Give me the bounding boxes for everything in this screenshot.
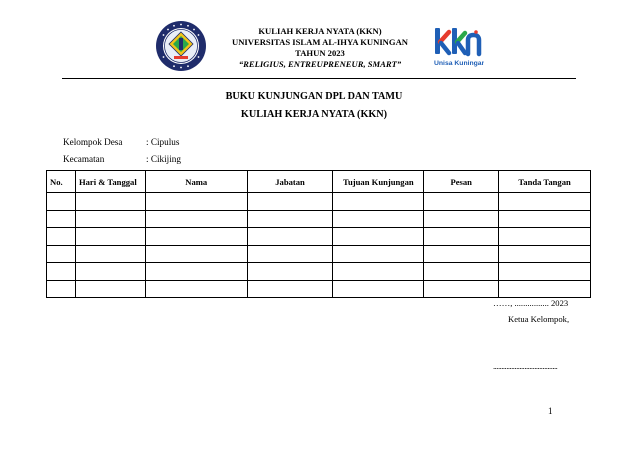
table-cell [145, 245, 247, 263]
signature-role: Ketua Kelompok, [508, 314, 570, 324]
column-header-no: No. [47, 171, 76, 193]
table-cell [424, 263, 499, 281]
header-line-kkn: KULIAH KERJA NYATA (KKN) [258, 26, 382, 36]
header-line-motto: “RELIGIUS, ENTREUPRENEUR, SMART” [238, 59, 402, 69]
table-cell [47, 245, 76, 263]
column-header-message: Pesan [424, 171, 499, 193]
kecamatan-label: Kecamatan [63, 154, 105, 164]
table-cell [333, 210, 424, 228]
table-cell [145, 263, 247, 281]
table-row [47, 210, 591, 228]
signature-date-line: ……, ................ 2023 [493, 298, 569, 308]
column-header-purpose: Tujuan Kunjungan [333, 171, 424, 193]
table-cell [145, 228, 247, 246]
document-title: BUKU KUNJUNGAN DPL DAN TAMU [225, 91, 403, 102]
header-line-university: UNIVERSITAS ISLAM AL-IHYA KUNINGAN [232, 37, 408, 47]
table-cell [47, 263, 76, 281]
table-cell [75, 210, 145, 228]
table-cell [75, 228, 145, 246]
table-cell [75, 280, 145, 298]
header-line-year: TAHUN 2023 [295, 48, 345, 58]
svg-text:Unisa Kuningan: Unisa Kuningan [434, 60, 484, 67]
table-cell [333, 228, 424, 246]
table-row [47, 193, 591, 211]
table-header-row [47, 171, 591, 193]
table-cell [75, 193, 145, 211]
column-header-date: Hari & Tanggal [75, 171, 145, 193]
table-cell [333, 280, 424, 298]
table-cell [47, 193, 76, 211]
table-cell [424, 228, 499, 246]
table-cell [47, 228, 76, 246]
table-cell [424, 193, 499, 211]
table-cell [247, 210, 333, 228]
table-cell [145, 210, 247, 228]
table-cell [499, 245, 591, 263]
table-cell [499, 263, 591, 281]
table-cell [333, 193, 424, 211]
table-cell [499, 210, 591, 228]
signature-dotted-line: ....................................... [493, 361, 558, 371]
table-row [47, 263, 591, 281]
table-cell [424, 280, 499, 298]
kelompok-desa-value: : Cipulus [146, 137, 180, 147]
column-header-name: Nama [145, 171, 247, 193]
header-divider [62, 78, 576, 79]
table-row [47, 228, 591, 246]
table-cell [499, 228, 591, 246]
table-cell [247, 263, 333, 281]
table-cell [75, 263, 145, 281]
table-cell [499, 193, 591, 211]
column-header-signature: Tanda Tangan [499, 171, 591, 193]
table-cell [247, 280, 333, 298]
table-cell [247, 245, 333, 263]
table-cell [47, 210, 76, 228]
kkn-logo [432, 25, 484, 69]
table-cell [145, 193, 247, 211]
table-row [47, 280, 591, 298]
document-subtitle: KULIAH KERJA NYATA (KKN) [240, 109, 388, 120]
visit-log-table [46, 170, 591, 298]
kelompok-desa-label: Kelompok Desa [63, 137, 123, 147]
page-number: 1 [548, 406, 553, 416]
table-cell [499, 280, 591, 298]
column-header-position: Jabatan [247, 171, 333, 193]
kecamatan-value: : Cikijing [146, 154, 181, 164]
table-cell [247, 228, 333, 246]
table-row [47, 245, 591, 263]
table-cell [424, 245, 499, 263]
table-cell [333, 245, 424, 263]
table-cell [75, 245, 145, 263]
table-cell [333, 263, 424, 281]
table-cell [145, 280, 247, 298]
table-cell [424, 210, 499, 228]
table-cell [47, 280, 76, 298]
table-cell [247, 193, 333, 211]
